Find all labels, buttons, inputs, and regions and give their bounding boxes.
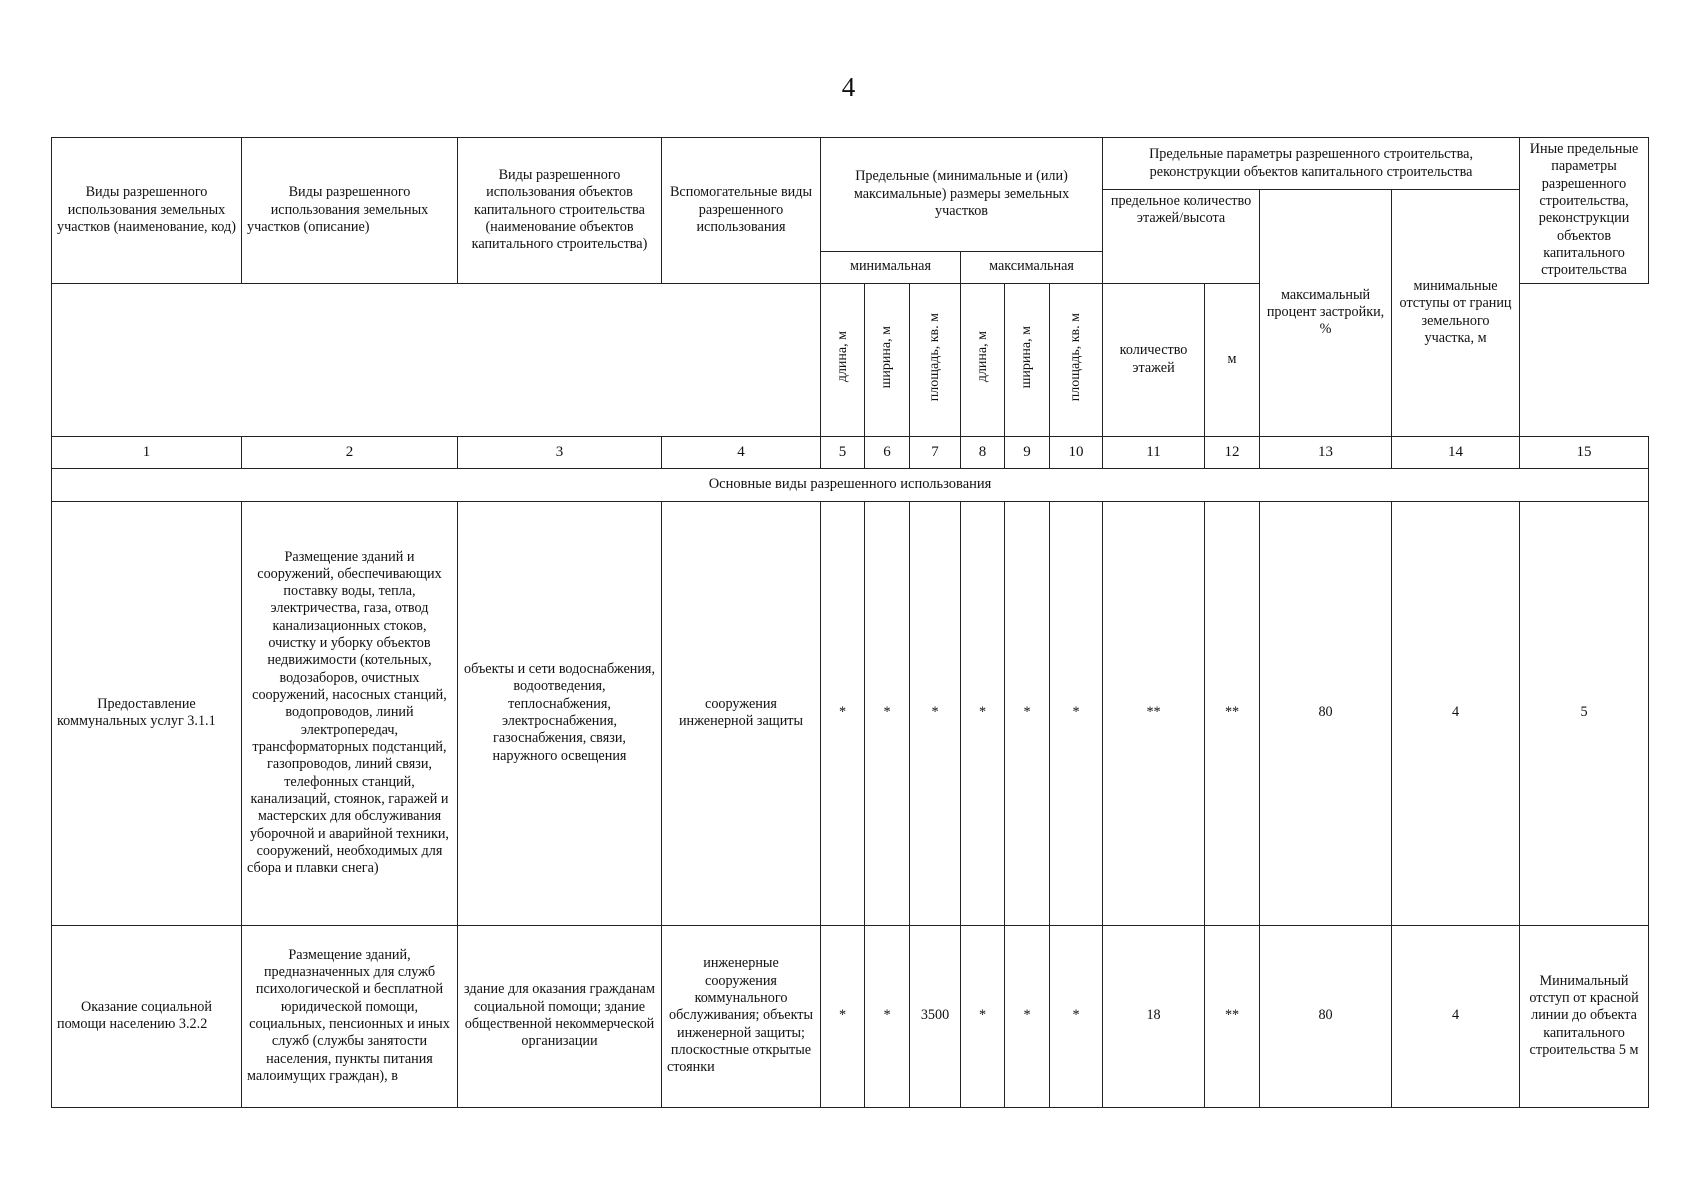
cell-landuse-description: Размещение зданий, предназначенных для служб психологической и бесплатной юридической помощи, социальных, пенсионных и иных служб (службы занятости населения, пункты питания малоимущих граждан), в xyxy=(242,925,458,1107)
cell-height-m: ** xyxy=(1205,501,1260,925)
header-spacer xyxy=(52,283,821,436)
cell-height-m: ** xyxy=(1205,925,1260,1107)
header-max-percent: максимальный процент застройки, % xyxy=(1260,190,1392,437)
column-number: 7 xyxy=(910,436,961,468)
column-number: 12 xyxy=(1205,436,1260,468)
cell-max-length: * xyxy=(961,925,1005,1107)
header-max-area: площадь, кв. м xyxy=(1050,283,1103,436)
cell-landuse-description: Размещение зданий и сооружений, обеспечивающих поставку воды, тепла, электричества, газа, отвод канализационных стоков, очистку и уборку объектов недвижимости (котельных, водозаборов, очистных сооружений, насосных станций, водопроводов, линий электропередач, трансформаторных подстанций, газопроводов, линий связи, телефонных станций, канализаций, стоянок, гаражей и мастерских для обслуживания уборочной и аварийной техники, сооружений, необходимых для сбора и плавки снега) xyxy=(242,501,458,925)
column-number: 11 xyxy=(1103,436,1205,468)
cell-max-percent: 80 xyxy=(1260,925,1392,1107)
header-other-params: Иные предельные параметры разрешенного строительства, реконструкции объектов капитального строительства xyxy=(1520,138,1649,284)
cell-min-offsets: 4 xyxy=(1392,925,1520,1107)
cell-min-width: * xyxy=(865,925,910,1107)
header-landuse-name: Виды разрешенного использования земельных участков (наименование, код) xyxy=(52,138,242,284)
cell-min-width: * xyxy=(865,501,910,925)
header-floors-height: предельное количество этажей/высота xyxy=(1103,190,1260,284)
cell-max-area: * xyxy=(1050,925,1103,1107)
header-max-length: длина, м xyxy=(961,283,1005,436)
cell-landuse-name: Оказание социальной помощи населению 3.2.2 xyxy=(52,925,242,1107)
cell-max-area: * xyxy=(1050,501,1103,925)
page-number: 4 xyxy=(841,72,856,102)
column-number: 15 xyxy=(1520,436,1649,468)
header-minimum: минимальная xyxy=(821,251,961,283)
cell-min-length: * xyxy=(821,925,865,1107)
column-number: 14 xyxy=(1392,436,1520,468)
cell-building-use: объекты и сети водоснабжения, водоотведения, теплоснабжения, электроснабжения, газоснабжения, связи, наружного освещения xyxy=(458,501,662,925)
column-number: 2 xyxy=(242,436,458,468)
cell-other-params: Минимальный отступ от красной линии до объекта капитального строительства 5 м xyxy=(1520,925,1649,1107)
table-row xyxy=(52,925,1649,1107)
header-min-area: площадь, кв. м xyxy=(910,283,961,436)
header-plot-sizes: Предельные (минимальные и (или) максимальные) размеры земельных участков xyxy=(821,138,1103,252)
column-number: 5 xyxy=(821,436,865,468)
cell-floors-count: 18 xyxy=(1103,925,1205,1107)
cell-min-area: * xyxy=(910,501,961,925)
header-min-offsets: минимальные отступы от границ земельного участка, м xyxy=(1392,190,1520,437)
header-maximum: максимальная xyxy=(961,251,1103,283)
column-number: 4 xyxy=(662,436,821,468)
column-number: 13 xyxy=(1260,436,1392,468)
cell-auxiliary-use: сооружения инженерной защиты xyxy=(662,501,821,925)
cell-auxiliary-use: инженерные сооружения коммунального обслуживания; объекты инженерной защиты; плоскостные открытые стоянки xyxy=(662,925,821,1107)
column-number: 6 xyxy=(865,436,910,468)
column-number-row xyxy=(52,436,1649,468)
header-build-params: Предельные параметры разрешенного строительства, реконструкции объектов капитального строительства xyxy=(1103,138,1520,190)
cell-floors-count: ** xyxy=(1103,501,1205,925)
header-building-use: Виды разрешенного использования объектов капитального строительства (наименование объектов капитального строительства) xyxy=(458,138,662,284)
column-number: 10 xyxy=(1050,436,1103,468)
column-number: 1 xyxy=(52,436,242,468)
cell-max-length: * xyxy=(961,501,1005,925)
header-auxiliary-use: Вспомогательные виды разрешенного использования xyxy=(662,138,821,284)
header-min-length: длина, м xyxy=(821,283,865,436)
column-number: 3 xyxy=(458,436,662,468)
header-floors-count: количество этажей xyxy=(1103,283,1205,436)
header-landuse-description: Виды разрешенного использования земельных участков (описание) xyxy=(242,138,458,284)
column-number: 9 xyxy=(1005,436,1050,468)
cell-max-width: * xyxy=(1005,501,1050,925)
cell-min-area: 3500 xyxy=(910,925,961,1107)
section-title: Основные виды разрешенного использования xyxy=(52,468,1649,501)
header-max-width: ширина, м xyxy=(1005,283,1050,436)
cell-building-use: здание для оказания гражданам социальной помощи; здание общественной некоммерческой организации xyxy=(458,925,662,1107)
cell-min-length: * xyxy=(821,501,865,925)
header-min-width: ширина, м xyxy=(865,283,910,436)
cell-landuse-name: Предоставление коммунальных услуг 3.1.1 xyxy=(52,501,242,925)
cell-max-percent: 80 xyxy=(1260,501,1392,925)
column-number: 8 xyxy=(961,436,1005,468)
header-meters: м xyxy=(1205,283,1260,436)
cell-other-params: 5 xyxy=(1520,501,1649,925)
zoning-regulations-table xyxy=(51,137,1649,1108)
cell-min-offsets: 4 xyxy=(1392,501,1520,925)
cell-max-width: * xyxy=(1005,925,1050,1107)
table-row xyxy=(52,501,1649,925)
